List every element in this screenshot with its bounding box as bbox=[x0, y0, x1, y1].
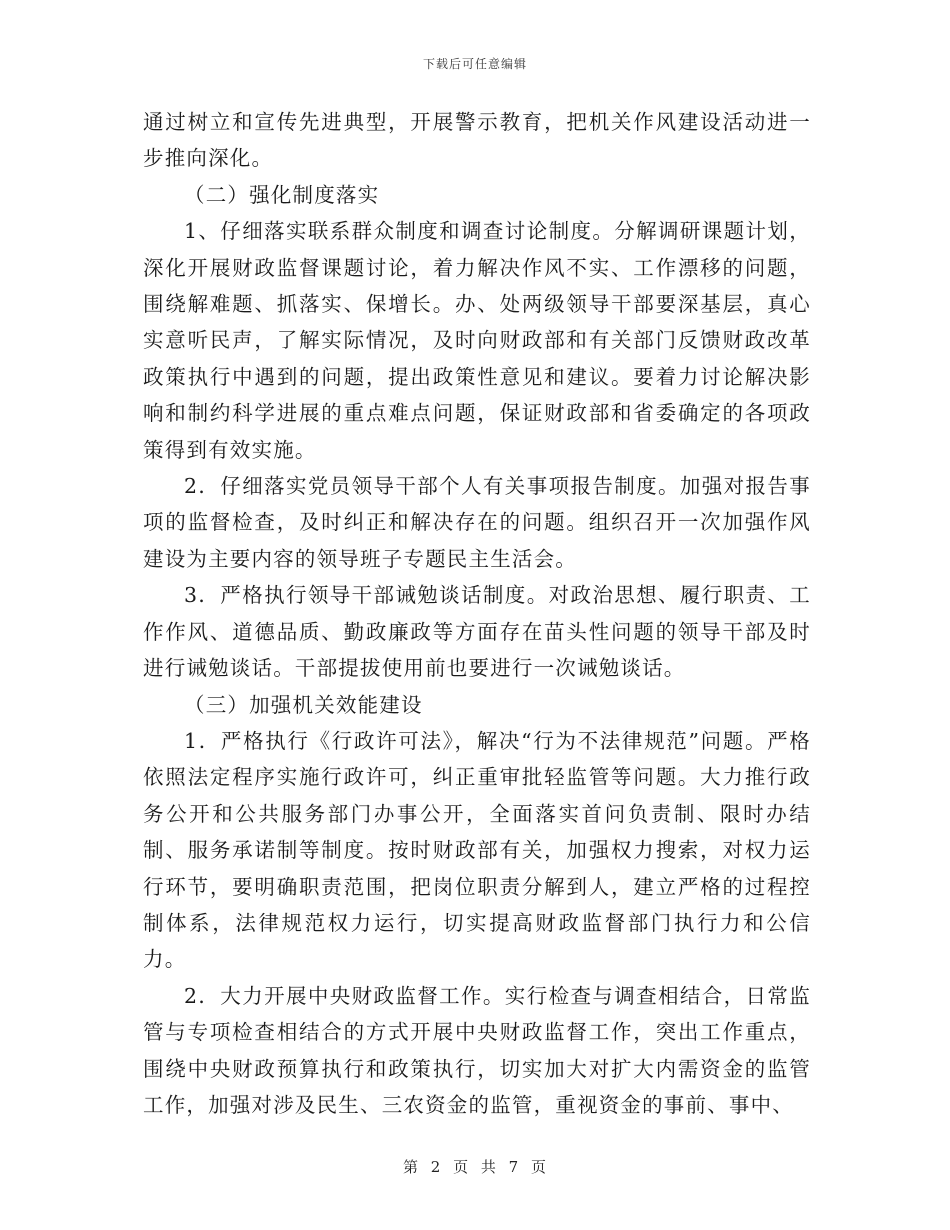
paragraph-item: 2．仔细落实党员领导干部个人有关事项报告制度。加强对报告事项的监督检查，及时纠正和解决存在的问题。组织召开一次加强作风建设为主要内容的领导班子专题民主生活会。 bbox=[143, 474, 811, 571]
section-heading-2: （二）强化制度落实 bbox=[184, 182, 380, 207]
header-note: 下载后可任意编辑 bbox=[422, 57, 527, 71]
page-number: 第 2 页 共 7 页 bbox=[403, 1158, 547, 1176]
section-heading-3: （三）加强机关效能建设 bbox=[184, 692, 423, 717]
paragraph-continuation: 通过树立和宣传先进典型，开展警示教育，把机关作风建设活动进一步推向深化。 bbox=[143, 110, 811, 171]
paragraph-item: 1．严格执行《行政许可法》，解决“行为不法律规范”问题。严格依照法定程序实施行政许可，纠正重审批轻监管等问题。大力推行政务公开和公共服务部门办事公开，全面落实首问负责制、限时办结制、服务承诺制等制度。按时财政部有关，加强权力搜索，对权力运行环节，要明确职责范围，把岗位职责分解到人，建立严格的过程控制体系，法律规范权力运行，切实提高财政监督部门执行力和公信力。 bbox=[143, 728, 811, 972]
paragraph-item: 2．大力开展中央财政监督工作。实行检查与调查相结合，日常监管与专项检查相结合的方式开展中央财政监督工作，突出工作重点，围绕中央财政预算执行和政策执行，切实加大对扩大内需资金的监管工作，加强对涉及民生、三农资金的监管，重视资金的事前、事中、 bbox=[143, 983, 811, 1117]
paragraph-item: 1、仔细落实联系群众制度和调查讨论制度。分解调研课题计划，深化开展财政监督课题讨论，着力解决作风不实、工作漂移的问题，围绕解难题、抓落实、保增长。办、处两级领导干部要深基层，真心实意听民声，了解实际情况，及时向财政部和有关部门反馈财政改革政策执行中遇到的问题，提出政策性意见和建议。要着力讨论解决影响和制约科学进展的重点难点问题，保证财政部和省委确定的各项政策得到有效实施。 bbox=[143, 219, 811, 462]
paragraph-item: 3．严格执行领导干部诫勉谈话制度。对政治思想、履行职责、工作作风、道德品质、勤政廉政等方面存在苗头性问题的领导干部及时进行诫勉谈话。干部提拔使用前也要进行一次诫勉谈话。 bbox=[143, 583, 811, 681]
document-body bbox=[143, 104, 811, 1123]
